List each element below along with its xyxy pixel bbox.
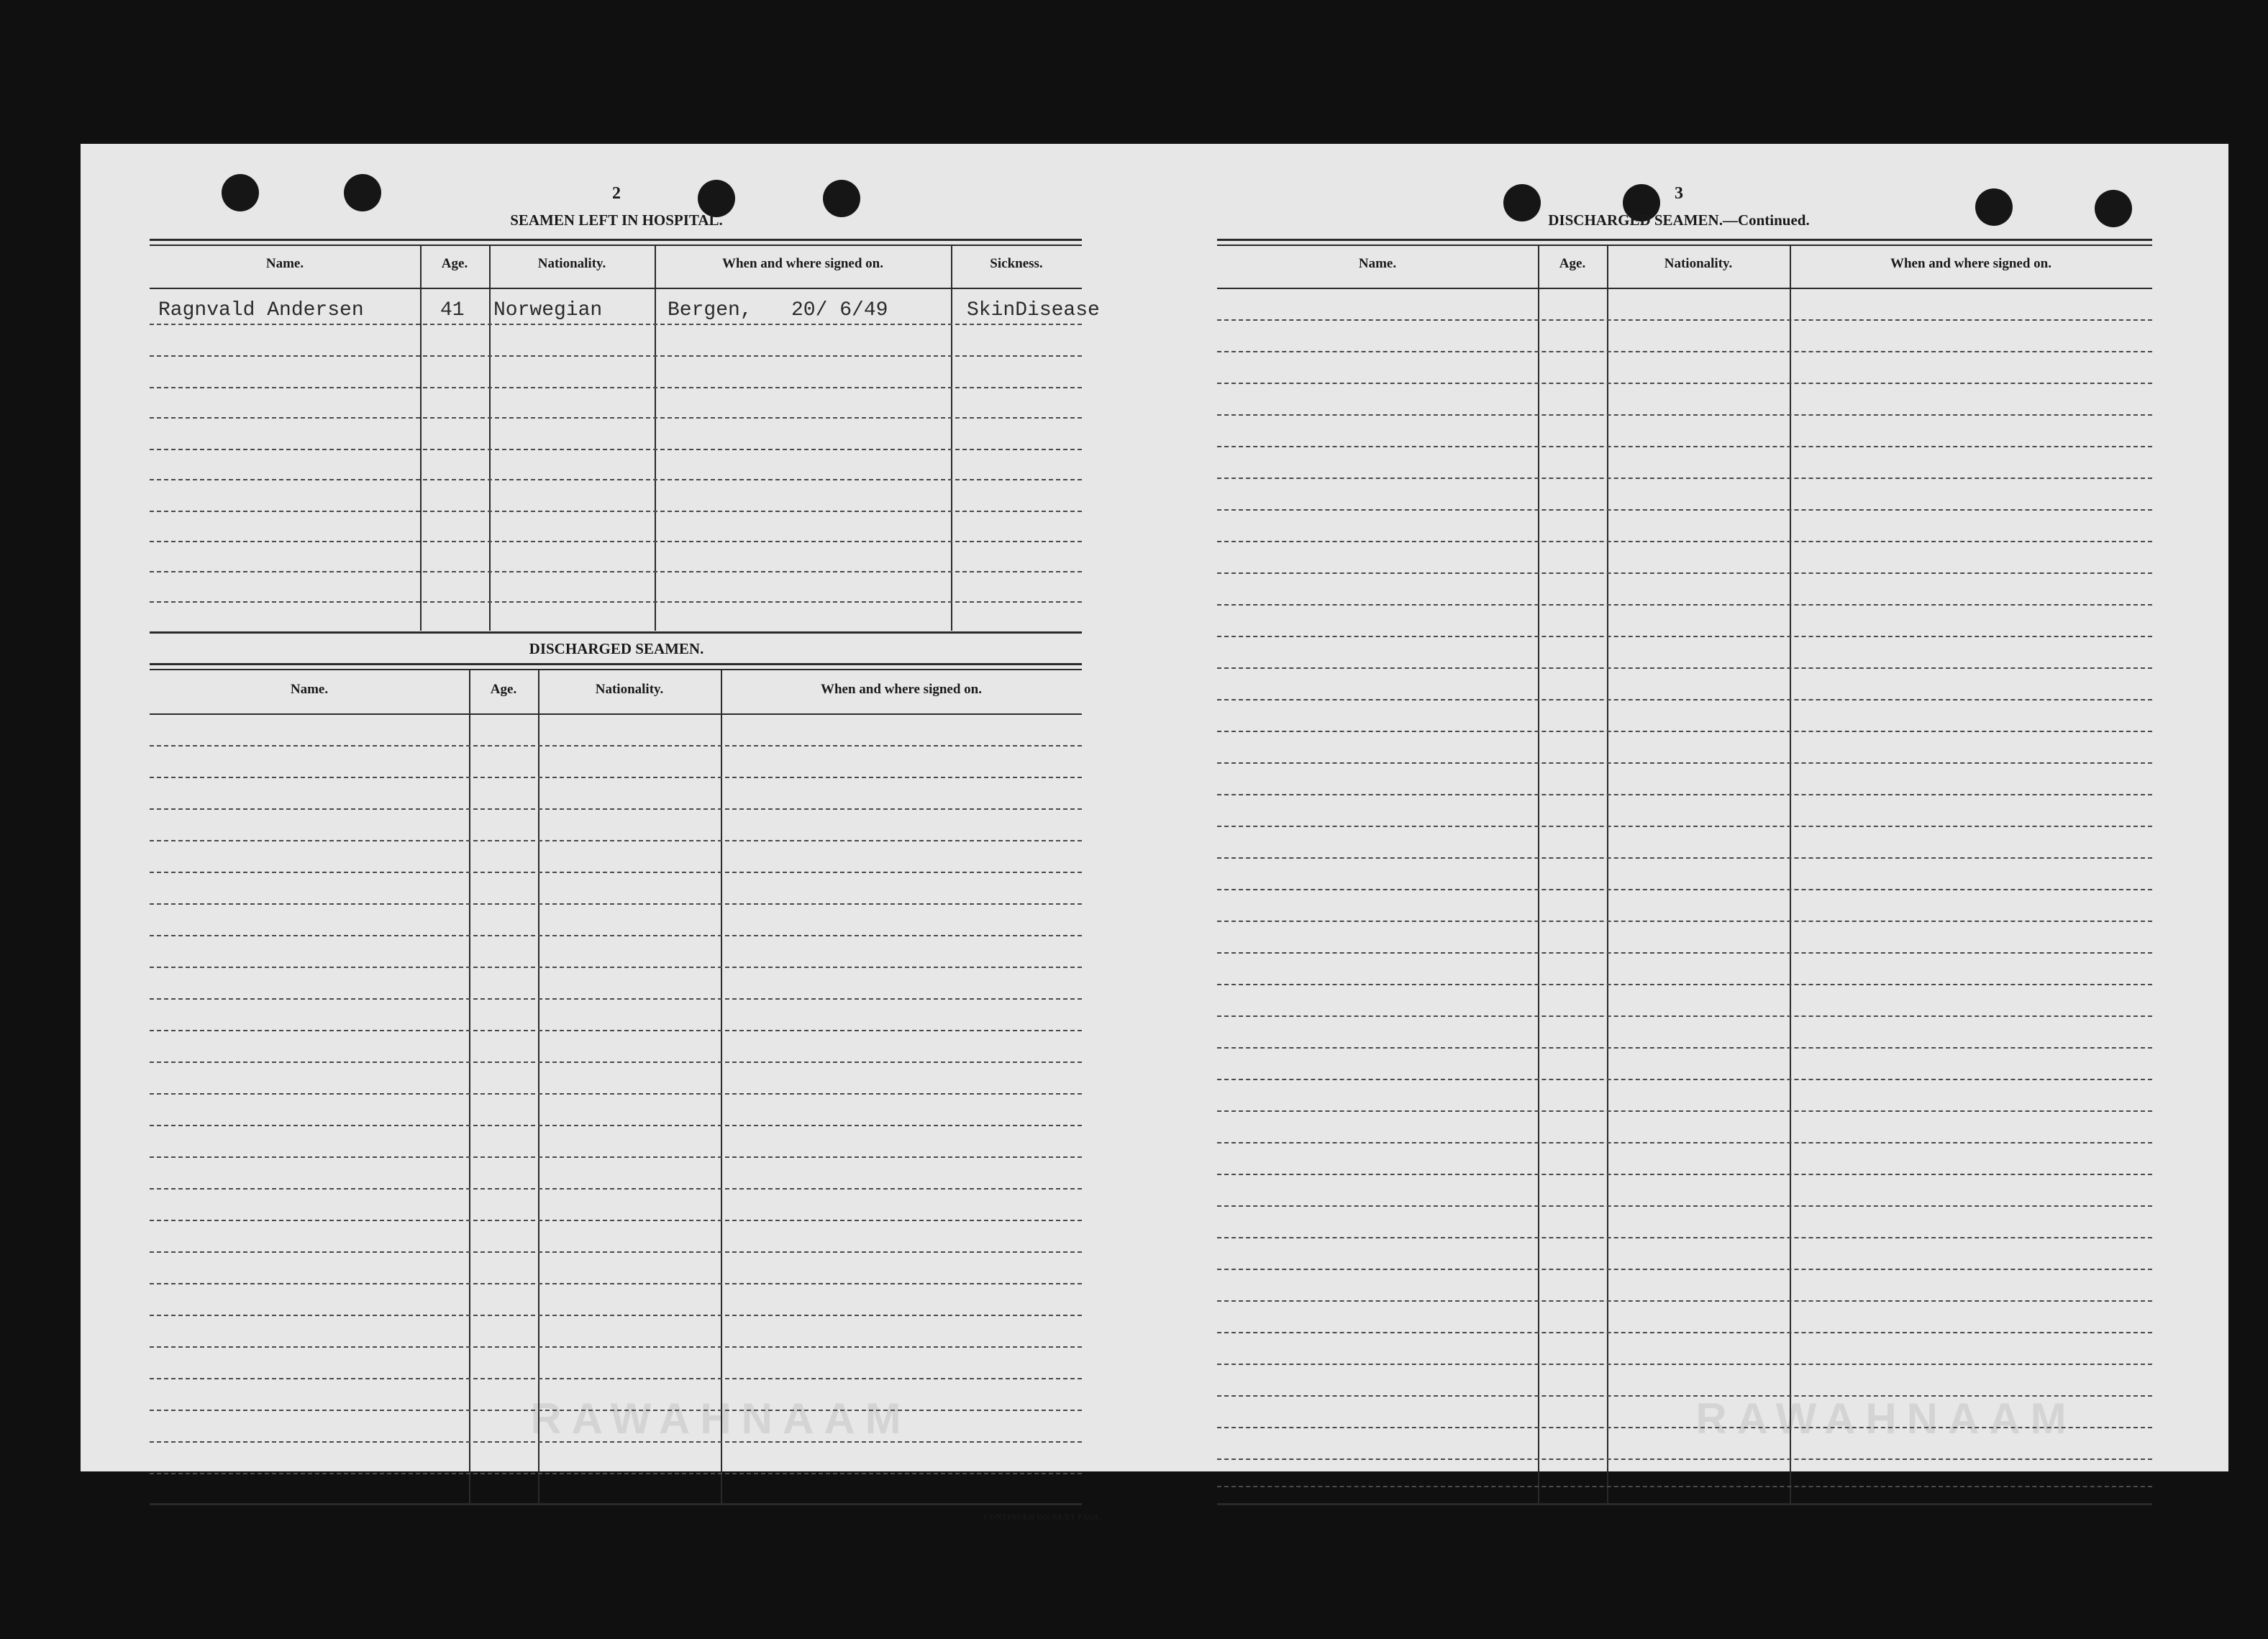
ruled-line [150,511,1082,512]
ruled-line [150,808,1082,810]
ruled-line [1217,636,2152,637]
hospital-row-place: Bergen, [668,299,752,321]
hospital-col-sickness: Sickness. [990,256,1043,271]
discharged-col-nationality: Nationality. [595,682,664,697]
ruled-line [1217,1269,2152,1270]
ruled-line [150,1188,1082,1190]
ruled-line [1217,509,2152,511]
hospital-col-divider [655,246,656,631]
continued-col-divider [1538,246,1539,1503]
ruled-line [150,745,1082,747]
hospital-table-top-rule-inner [150,245,1082,246]
ruled-line [150,1473,1082,1474]
ruled-line [1217,1174,2152,1175]
hospital-table-bottom-rule [150,631,1082,634]
ruled-line [150,1251,1082,1253]
ruled-line [1217,1047,2152,1049]
hospital-col-name: Name. [265,256,304,271]
hospital-table-top-rule [150,239,1082,241]
ruled-line [1217,1300,2152,1302]
punch-hole [823,180,860,217]
ruled-line [1217,572,2152,574]
ruled-line [150,1093,1082,1095]
bleed-through-text-left: RAWAHNAAM [530,1394,911,1443]
punch-hole [344,174,381,211]
continued-col-nationality: Nationality. [1664,256,1733,271]
ruled-line [150,479,1082,480]
ruled-line [150,1346,1082,1348]
ruled-line [150,840,1082,841]
continued-table-top-rule-inner [1217,245,2152,246]
ruled-line [1217,952,2152,954]
ruled-line [150,1125,1082,1126]
ruled-line [1217,1486,2152,1487]
ruled-line [150,1315,1082,1316]
ruled-line [1217,319,2152,321]
continued-header-rule [1217,288,2152,289]
continued-col-signed-on: When and where signed on. [1890,256,2051,271]
ruled-line [1217,762,2152,764]
ruled-line [150,601,1082,603]
discharged-header-rule [150,713,1082,715]
hospital-col-age: Age. [441,256,468,271]
hospital-col-divider [951,246,952,631]
ruled-line [150,1062,1082,1063]
hospital-col-signed-on: When and where signed on. [721,256,883,271]
ruled-line [150,1030,1082,1031]
ruled-line [1217,857,2152,859]
bleed-through-text-right: RAWAHNAAM [1695,1394,2077,1443]
discharged-table-top-rule-inner [150,669,1082,670]
continued-col-age: Age. [1559,256,1586,271]
ruled-line [150,935,1082,936]
ruled-line [150,903,1082,905]
ruled-line [150,355,1082,357]
hospital-col-divider [420,246,422,631]
ruled-line [150,777,1082,778]
ruled-line [1217,794,2152,795]
ruled-line [1217,1110,2152,1112]
page-number-left: 2 [612,184,621,203]
punch-hole [1975,188,2013,226]
ruled-line [1217,1015,2152,1017]
ruled-line [1217,826,2152,827]
ruled-line [1217,1237,2152,1238]
ruled-line [1217,478,2152,479]
ruled-line [1217,1427,2152,1428]
ruled-line [1217,446,2152,447]
continued-table-bottom-rule [1217,1503,2152,1505]
continued-col-divider [1790,246,1791,1503]
page-number-right: 3 [1675,184,1683,203]
ruled-line [1217,1364,2152,1365]
ruled-line [150,387,1082,388]
ruled-line [1217,1395,2152,1397]
ruled-line [1217,383,2152,384]
ruled-line [1217,889,2152,890]
ruled-line [150,571,1082,572]
hospital-row-date: 20/ 6/49 [791,299,888,321]
ruled-line [1217,1332,2152,1333]
continued-table-top-rule [1217,239,2152,241]
continued-col-name: Name. [1358,256,1397,271]
ruled-line [150,449,1082,450]
ruled-line [150,1283,1082,1284]
punch-hole [1503,184,1541,222]
discharged-col-age: Age. [490,682,517,697]
document-sheet [81,144,2228,1522]
ruled-line [1217,731,2152,732]
hospital-row-name: Ragnvald Andersen [158,299,364,321]
punch-hole [2095,190,2132,227]
discharged-table-bottom-rule [150,1503,1082,1505]
ruled-line [1217,541,2152,542]
ruled-line [150,872,1082,873]
hospital-row-sickness: SkinDisease [967,299,1100,321]
ruled-line [1217,351,2152,352]
punch-hole [222,174,259,211]
hospital-col-divider [489,246,491,631]
ruled-line [150,1378,1082,1379]
hospital-col-nationality: Nationality. [537,256,606,271]
ruled-line [150,1220,1082,1221]
ruled-line [1217,414,2152,416]
ruled-line [1217,1458,2152,1460]
ruled-line [1217,1079,2152,1080]
ruled-line [1217,1142,2152,1143]
hospital-row-nationality: Norwegian [493,299,603,321]
discharged-continued-title: DISCHARGED SEAMEN.—Continued. [1548,211,1810,229]
ruled-line [1217,699,2152,700]
discharged-table-top-rule [150,663,1082,665]
ruled-line [1217,667,2152,669]
ruled-line [150,1410,1082,1411]
ruled-line [150,541,1082,542]
ruled-line [150,998,1082,1000]
ruled-line [150,967,1082,968]
hospital-header-rule [150,288,1082,289]
hospital-section-title: SEAMEN LEFT IN HOSPITAL. [510,211,723,229]
discharged-section-title: DISCHARGED SEAMEN. [529,640,704,657]
continued-note: CONTINUED ON NEXT PAGE. [983,1513,1103,1522]
continued-col-divider [1607,246,1608,1503]
ruled-line [150,417,1082,419]
discharged-col-signed-on: When and where signed on. [820,682,982,697]
ruled-line [1217,604,2152,606]
ruled-line [150,1441,1082,1443]
ruled-line [150,1156,1082,1158]
hospital-row-age: 41 [440,299,465,321]
ruled-line [1217,984,2152,985]
ruled-line [1217,1205,2152,1207]
ruled-line [1217,921,2152,922]
discharged-col-name: Name. [290,682,329,697]
ruled-line [150,324,1082,325]
